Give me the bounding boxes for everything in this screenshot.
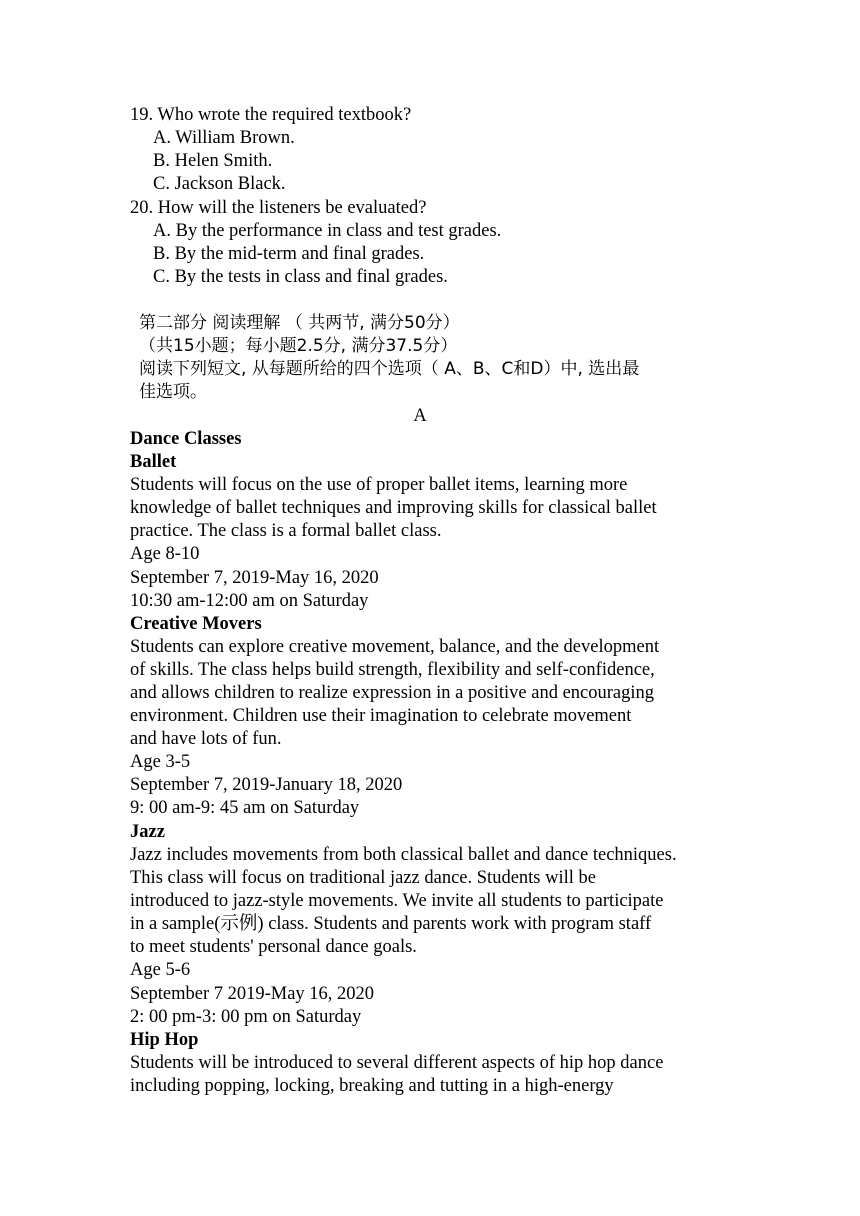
ballet-heading: Ballet — [130, 452, 177, 472]
creative-desc-line: and have lots of fun. — [130, 729, 282, 749]
ballet-age: Age 8-10 — [130, 544, 200, 564]
q20-option-c: C. By the tests in class and final grades. — [153, 267, 448, 287]
part2-instruction-line1: 阅读下列短文, 从每题所给的四个选项（ A、B、C和D）中, 选出最 — [139, 359, 640, 379]
q19-option-b: B. Helen Smith. — [153, 151, 273, 171]
ballet-time: 10:30 am-12:00 am on Saturday — [130, 591, 369, 611]
jazz-desc-line: This class will focus on traditional jazz dance. Students will be — [130, 868, 596, 888]
passage-label: A — [413, 406, 427, 426]
passage-title: Dance Classes — [130, 429, 242, 449]
jazz-desc-line: Jazz includes movements from both classical ballet and dance techniques. — [130, 845, 677, 865]
jazz-age: Age 5-6 — [130, 960, 191, 980]
jazz-heading: Jazz — [130, 822, 165, 842]
creative-desc-line: of skills. The class helps build strength, flexibility and self-confidence, — [130, 660, 655, 680]
q20-option-a: A. By the performance in class and test grades. — [153, 221, 502, 241]
question-20: 20. How will the listeners be evaluated? — [130, 198, 427, 218]
part2-instruction-line2: 佳选项。 — [139, 382, 207, 402]
q19-option-c: C. Jackson Black. — [153, 174, 286, 194]
ballet-desc-line: knowledge of ballet techniques and improving skills for classical ballet — [130, 498, 657, 518]
creative-movers-heading: Creative Movers — [130, 614, 262, 634]
creative-desc-line: environment. Children use their imagination to celebrate movement — [130, 706, 632, 726]
q20-option-b: B. By the mid-term and final grades. — [153, 244, 425, 264]
q19-option-a: A. William Brown. — [153, 128, 295, 148]
creative-age: Age 3-5 — [130, 752, 191, 772]
hip-hop-heading: Hip Hop — [130, 1030, 199, 1050]
ballet-desc-line: Students will focus on the use of proper ballet items, learning more — [130, 475, 628, 495]
jazz-desc-line: to meet students' personal dance goals. — [130, 937, 417, 957]
hiphop-desc-line: including popping, locking, breaking and tutting in a high-energy — [130, 1076, 614, 1096]
ballet-dates: September 7, 2019-May 16, 2020 — [130, 568, 379, 588]
hiphop-desc-line: Students will be introduced to several different aspects of hip hop dance — [130, 1053, 664, 1073]
jazz-time: 2: 00 pm-3: 00 pm on Saturday — [130, 1007, 362, 1027]
jazz-desc-line: introduced to jazz-style movements. We invite all students to participate — [130, 891, 664, 911]
jazz-dates: September 7 2019-May 16, 2020 — [130, 984, 375, 1004]
part2-heading: 第二部分 阅读理解 （ 共两节, 满分50分） — [139, 313, 460, 333]
question-19: 19. Who wrote the required textbook? — [130, 105, 412, 125]
creative-dates: September 7, 2019-January 18, 2020 — [130, 775, 403, 795]
jazz-desc-line: in a sample(示例) class. Students and parents work with program staff — [130, 914, 652, 934]
creative-time: 9: 00 am-9: 45 am on Saturday — [130, 798, 360, 818]
part2-subheading: （共15小题；每小题2.5分, 满分37.5分） — [139, 336, 458, 356]
creative-desc-line: Students can explore creative movement, balance, and the development — [130, 637, 660, 657]
creative-desc-line: and allows children to realize expression in a positive and encouraging — [130, 683, 654, 703]
ballet-desc-line: practice. The class is a formal ballet class. — [130, 521, 442, 541]
